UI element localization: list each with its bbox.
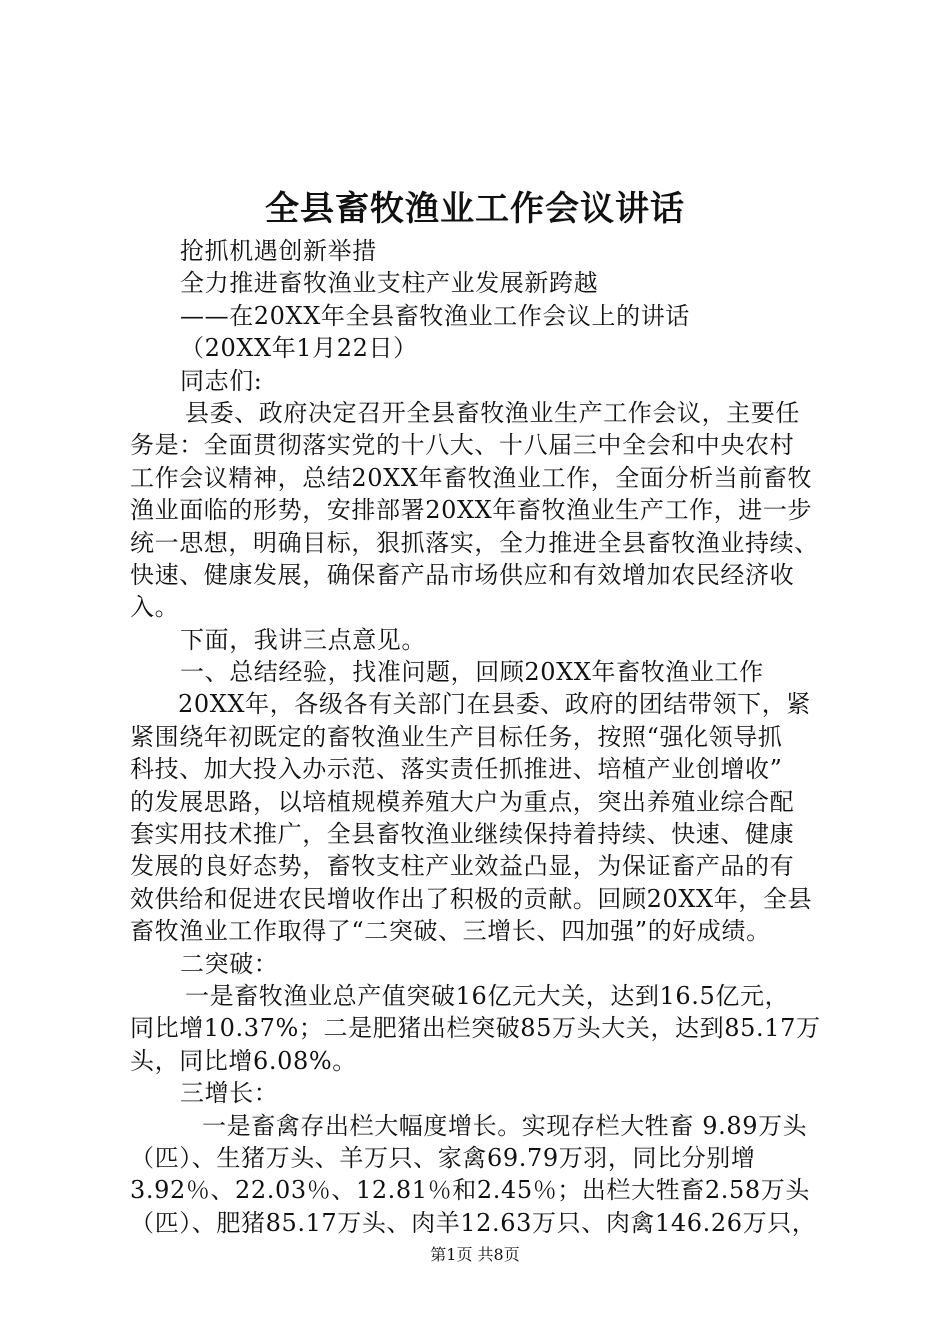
document-title: 全县畜牧渔业工作会议讲话 bbox=[265, 189, 685, 229]
paragraph-line: 入。 bbox=[130, 593, 180, 622]
paragraph-line: 科技、加大投入办示范、落实责任抓推进、培植产业创增收” bbox=[130, 755, 783, 784]
section-heading: 一、总结经验，找准问题，回顾20XX年畜牧渔业工作 bbox=[180, 658, 764, 687]
paragraph-line: 3.92％、22.03％、12.81％和2.45％；出栏大牲畜2.58万头 bbox=[130, 1176, 810, 1205]
paragraph-line: 20XX年，各级各有关部门在县委、政府的团结带领下，紧 bbox=[178, 690, 811, 719]
paragraph-line: 同比增10.37%；二是肥猪出栏突破85万头大关，达到85.17万 bbox=[130, 1014, 821, 1043]
paragraph-line: 下面，我讲三点意见。 bbox=[180, 625, 426, 654]
paragraph-line: 快速、健康发展，确保畜产品市场供应和有效增加农民经济收 bbox=[130, 560, 795, 589]
paragraph-line: 县委、政府决定召开全县畜牧渔业生产工作会议，主要任 bbox=[185, 398, 800, 427]
paragraph-line: 发展的良好态势，畜牧支柱产业效益凸显，为保证畜产品的有 bbox=[130, 852, 795, 881]
page-footer: 第1页 共8页 bbox=[430, 1245, 520, 1264]
paragraph-line: 工作会议精神，总结20XX年畜牧渔业工作，全面分析当前畜牧 bbox=[130, 463, 813, 492]
paragraph-line: （匹）、肥猪85.17万头、肉羊12.63万只、肉禽146.26万只， bbox=[130, 1208, 817, 1237]
subtitle-line: ——在20XX年全县畜牧渔业工作会议上的讲话 bbox=[180, 301, 690, 330]
paragraph-line: 头，同比增6.08%。 bbox=[130, 1046, 357, 1075]
subtitle-line: 全力推进畜牧渔业支柱产业发展新跨越 bbox=[180, 269, 599, 298]
paragraph-line: 的发展思路，以培植规模养殖大户为重点，突出养殖业综合配 bbox=[130, 787, 795, 816]
paragraph-line: 套实用技术推广，全县畜牧渔业继续保持着持续、快速、健康 bbox=[130, 820, 795, 849]
paragraph-line: 畜牧渔业工作取得了“二突破、三增长、四加强”的好成绩。 bbox=[130, 917, 771, 946]
salutation: 同志们: bbox=[180, 366, 263, 395]
subsection-heading: 二突破： bbox=[180, 949, 279, 978]
paragraph-line: 效供给和促进农民增收作出了积极的贡献。回顾20XX年，全县 bbox=[130, 884, 813, 913]
paragraph-line: 务是：全面贯彻落实党的十八大、十八届三中全会和中央农村 bbox=[130, 431, 795, 460]
subtitle-line: 抢抓机遇创新举措 bbox=[180, 237, 377, 265]
paragraph-line: 紧围绕年初既定的畜牧渔业生产目标任务，按照“强化领导抓 bbox=[130, 722, 783, 751]
subsection-heading: 三增长： bbox=[180, 1079, 279, 1108]
paragraph-line: （匹）、生猪万头、羊万只、家禽69.79万羽，同比分别增 bbox=[130, 1143, 756, 1172]
paragraph-line: 一是畜禽存出栏大幅度增长。实现存栏大牲畜 9.89万头 bbox=[202, 1111, 808, 1140]
paragraph-line: 一是畜牧渔业总产值突破16亿元大关，达到16.5亿元， bbox=[185, 981, 790, 1010]
paragraph-line: 统一思想，明确目标，狠抓落实，全力推进全县畜牧渔业持续、 bbox=[130, 528, 819, 557]
document-body bbox=[130, 235, 830, 1239]
date-line: （20XX年1月22日） bbox=[180, 334, 418, 363]
paragraph-line: 渔业面临的形势，安排部署20XX年畜牧渔业生产工作，进一步 bbox=[130, 496, 813, 525]
